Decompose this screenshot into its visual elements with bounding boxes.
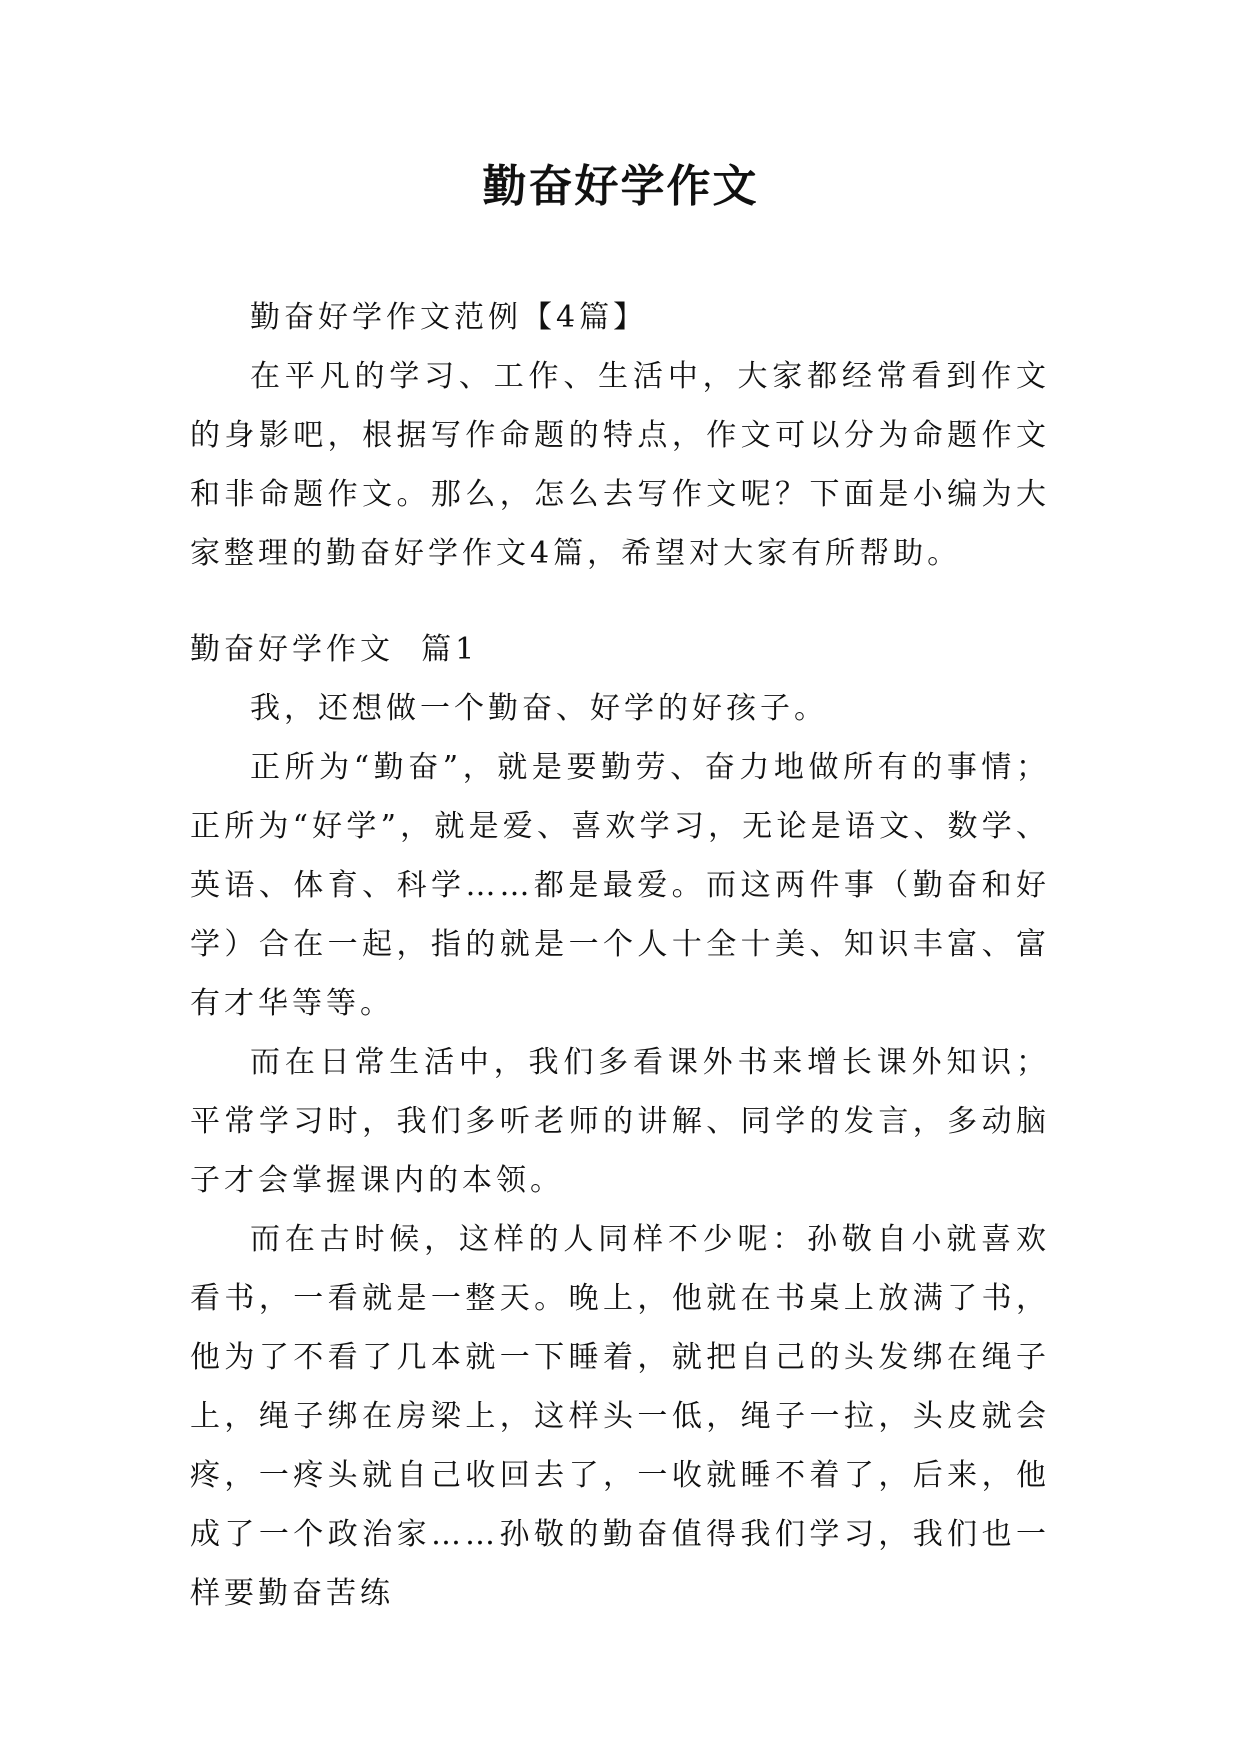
document-title: 勤奋好学作文 [482, 161, 759, 212]
intro-paragraph: 在平凡的学习、工作、生活中，大家都经常看到作文的身影吧，根据写作命题的特点，作文可以分为命题作文和非命题作文。那么，怎么去写作文呢？下面是小编为大家整理的勤奋好学作文4篇，希望对大家有所帮助。 [190, 359, 1050, 571]
body-paragraph: 而在日常生活中，我们多看课外书来增长课外知识；平常学习时，我们多听老师的讲解、同学的发言，多动脑子才会掌握课内的本领。 [190, 1045, 1050, 1198]
body-paragraph: 我，还想做一个勤奋、好学的好孩子。 [250, 691, 828, 726]
section-heading: 勤奋好学作文 篇1 [190, 632, 479, 667]
body-paragraph: 而在古时候，这样的人同样不少呢：孙敬自小就喜欢看书，一看就是一整天。晚上，他就在书桌上放满了书，他为了不看了几本就一下睡着，就把自己的头发绑在绳子上，绳子绑在房梁上，这样头一低，绳子一拉，头皮就会疼，一疼头就自己收回去了，一收就睡不着了，后来，他成了一个政治家……孙敬的勤奋值得我们学习，我们也一样要勤奋苦练 [190, 1222, 1050, 1611]
section-gap [190, 583, 1050, 620]
document-subtitle: 勤奋好学作文范例【4篇】 [250, 300, 648, 335]
body-paragraph: 正所为“勤奋”，就是要勤劳、奋力地做所有的事情；正所为“好学”，就是爱、喜欢学习，无论是语文、数学、英语、体育、科学……都是最爱。而这两件事（勤奋和好学）合在一起，指的就是一个人十全十美、知识丰富、富有才华等等。 [190, 750, 1050, 1021]
document-body [190, 288, 1050, 1623]
